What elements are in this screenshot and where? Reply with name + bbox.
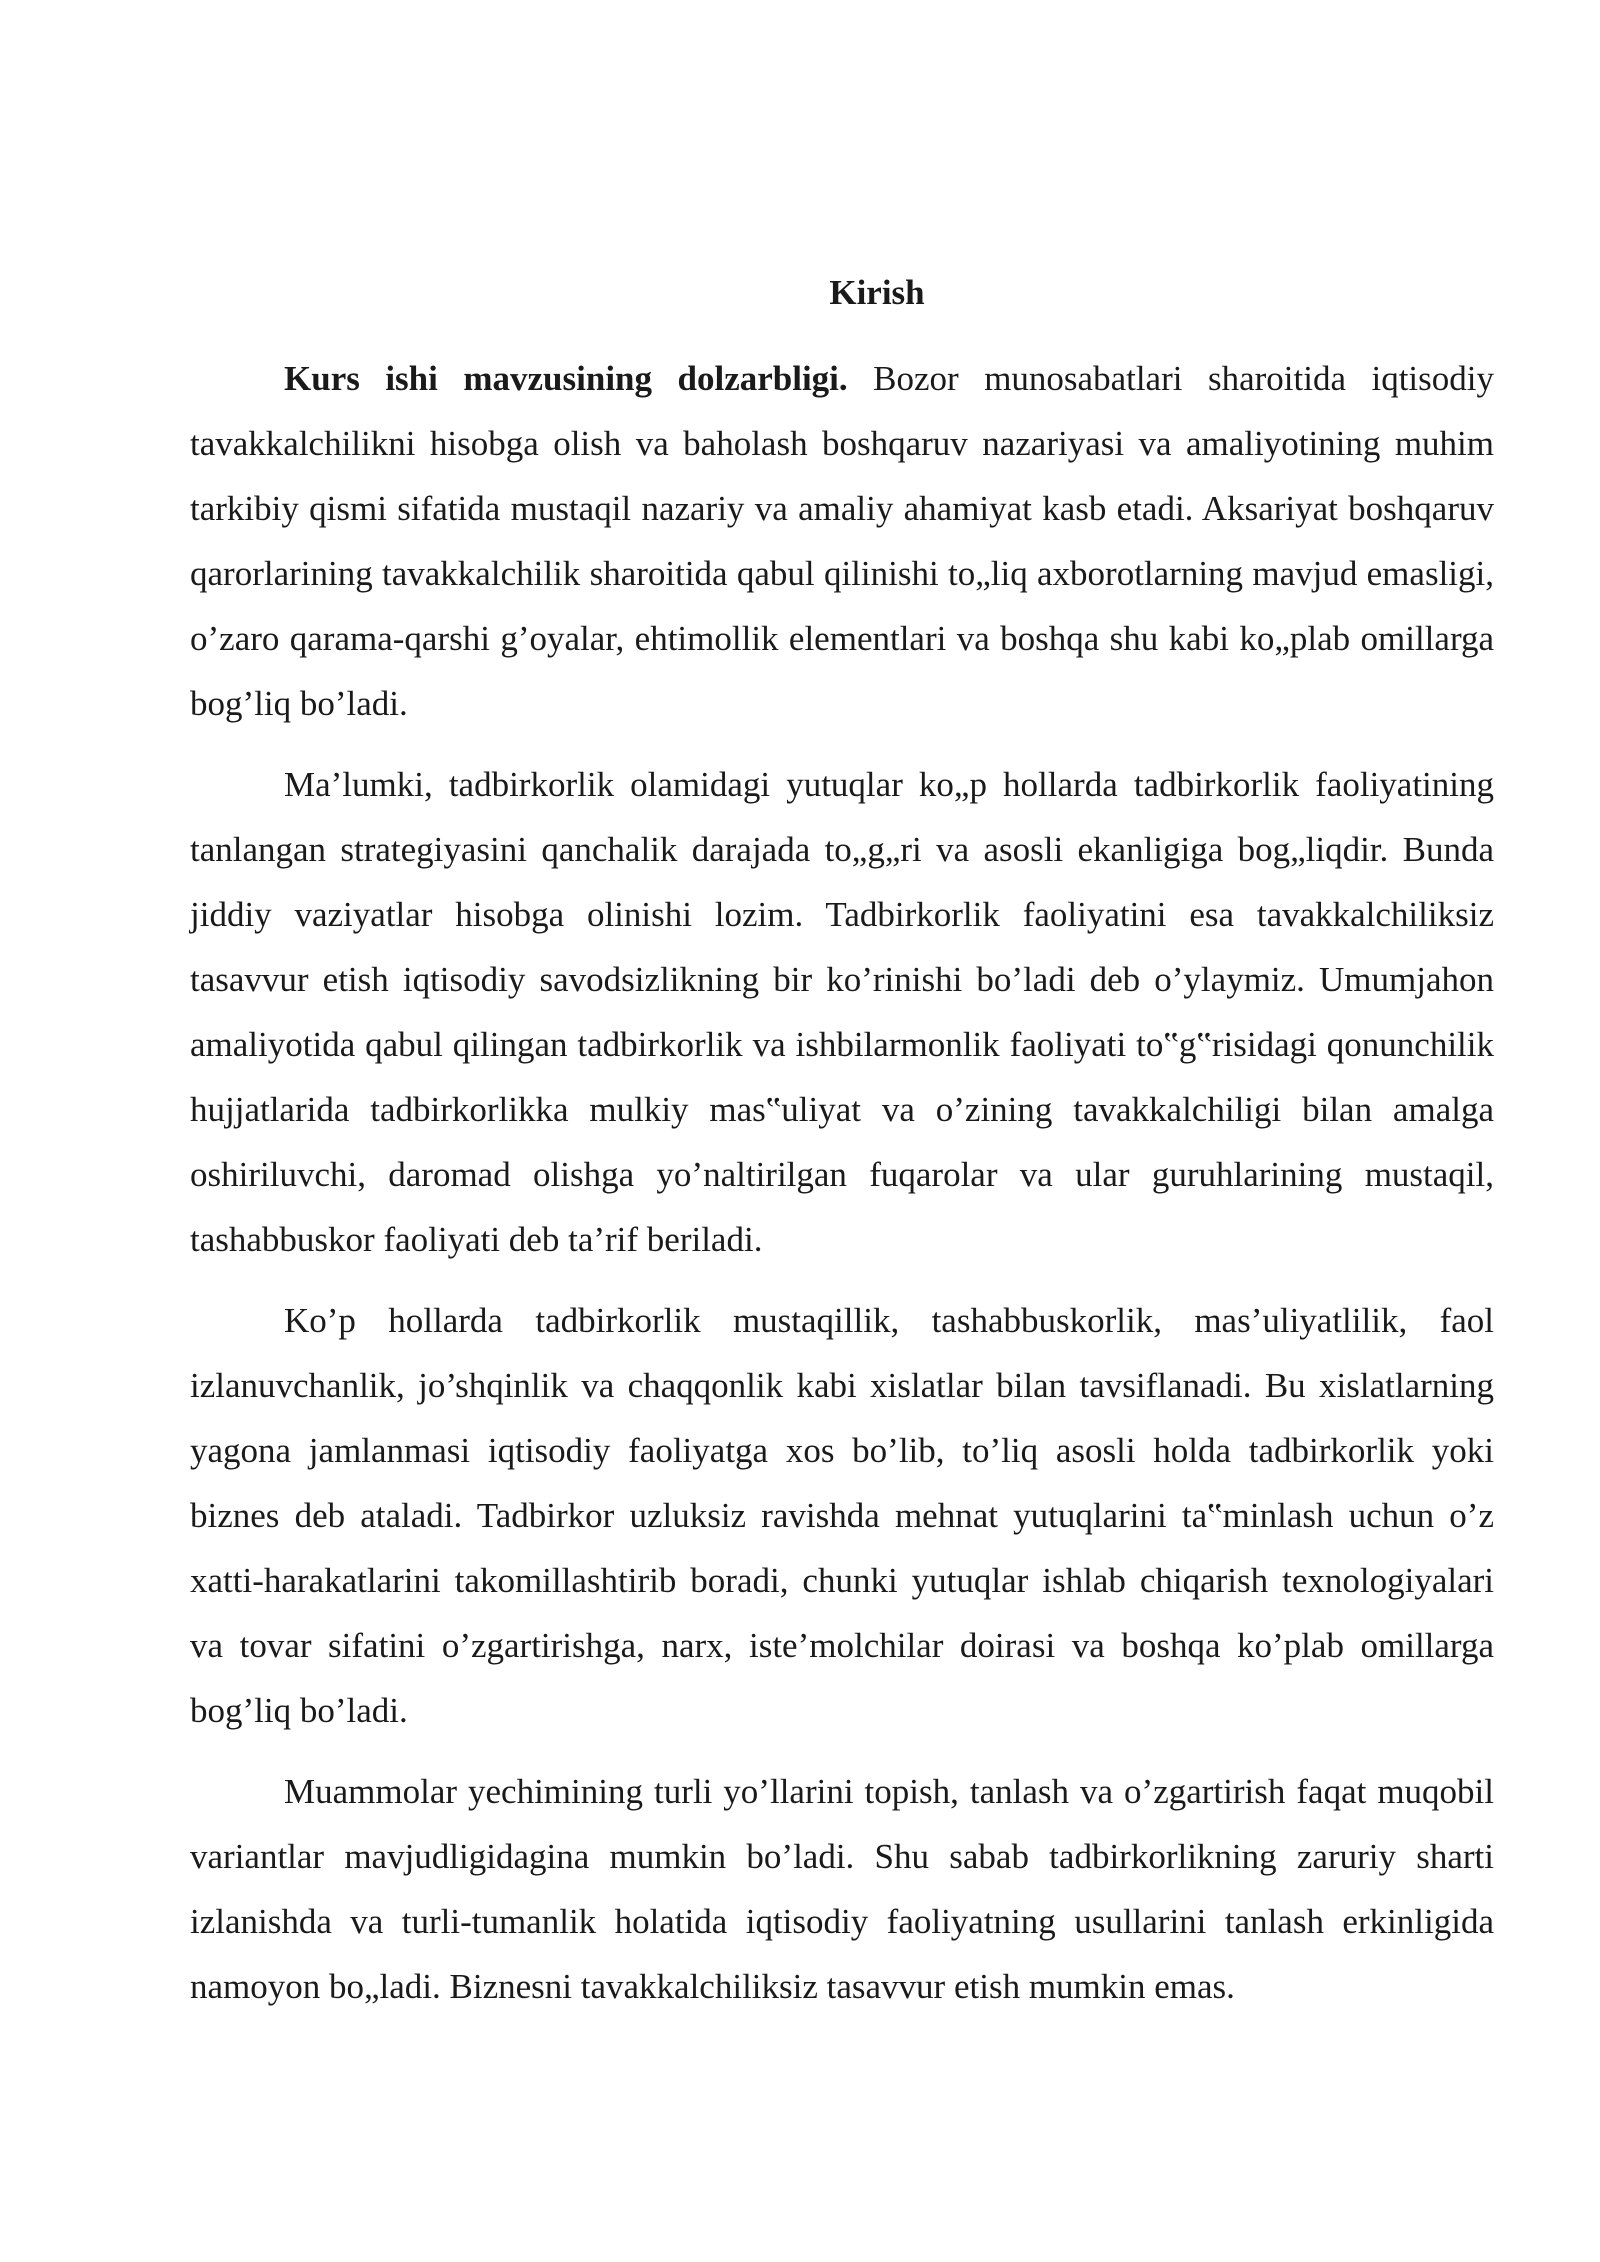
paragraph-1	[190, 346, 1494, 736]
page-title: Kirish	[829, 273, 925, 312]
paragraph-3	[190, 1288, 1494, 1743]
paragraph-lead: Kurs ishi mavzusining dolzarbligi.	[284, 359, 848, 398]
paragraph-text: Ko’p hollarda tadbirkorlik mustaqillik, tashabbuskorlik, mas’uliyatlilik, faol izlanuvchanlik, jo’shqinlik va chaqqonlik kabi xislatlar bilan tavsiflanadi. Bu xislatlarning yagona jamlanmasi iqtisodiy faoliyatga xos bo’lib, to’liq asosli holda tadbirkorlik yoki biznes deb ataladi. Tadbirkor uzluksiz ravishda mehnat yutuqlarini ta‟minlash uchun o’z xatti-harakatlarini takomillashtirib boradi, chunki yutuqlar ishlab chiqarish texnologiyalari va tovar sifatini o’zgartirishga, narx, iste’molchilar doirasi va boshqa ko’plab omillarga bog’liq bo’ladi.	[190, 1301, 1494, 1730]
document-body	[190, 262, 1494, 2035]
paragraph-text: Ma’lumki, tadbirkorlik olamidagi yutuqlar ko„p hollarda tadbirkorlik faoliyatining tanlangan strategiyasini qanchalik darajada to„g„ri va asosli ekanligiga bog„liqdir. Bunda jiddiy vaziyatlar hisobga olinishi lozim. Tadbirkorlik faoliyatini esa tavakkalchiliksiz tasavvur etish iqtisodiy savodsizlikning bir ko’rinishi bo’ladi deb o’ylaymiz. Umumjahon amaliyotida qabul qilingan tadbirkorlik va ishbilarmonlik faoliyati to‟g‟risidagi qonunchilik hujjatlarida tadbirkorlikka mulkiy mas‟uliyat va o’zining tavakkalchiligi bilan amalga oshiriluvchi, daromad olishga yo’naltirilgan fuqarolar va ular guruhlarining mustaqil, tashabbuskor faoliyati deb ta’rif beriladi.	[190, 765, 1494, 1259]
paragraph-text: Muammolar yechimining turli yo’llarini topish, tanlash va o’zgartirish faqat muqobil variantlar mavjudligidagina mumkin bo’ladi. Shu sabab tadbirkorlikning zaruriy sharti izlanishda va turli-tumanlik holatida iqtisodiy faoliyatning usullarini tanlash erkinligida namoyon bo„ladi. Biznesni tavakkalchiliksiz tasavvur etish mumkin emas.	[190, 1772, 1494, 2006]
paragraph-2	[190, 752, 1494, 1272]
paragraph-4	[190, 1759, 1494, 2019]
paragraph-text: Bozor munosabatlari sharoitida iqtisodiy tavakkalchilikni hisobga olish va baholash boshqaruv nazariyasi va amaliyotining muhim tarkibiy qismi sifatida mustaqil nazariy va amaliy ahamiyat kasb etadi. Aksariyat boshqaruv qarorlarining tavakkalchilik sharoitida qabul qilinishi to„liq axborotlarning mavjud emasligi, o’zaro qarama-qarshi g’oyalar, ehtimollik elementlari va boshqa shu kabi ko„plab omillarga bog’liq bo’ladi.	[190, 359, 1494, 723]
